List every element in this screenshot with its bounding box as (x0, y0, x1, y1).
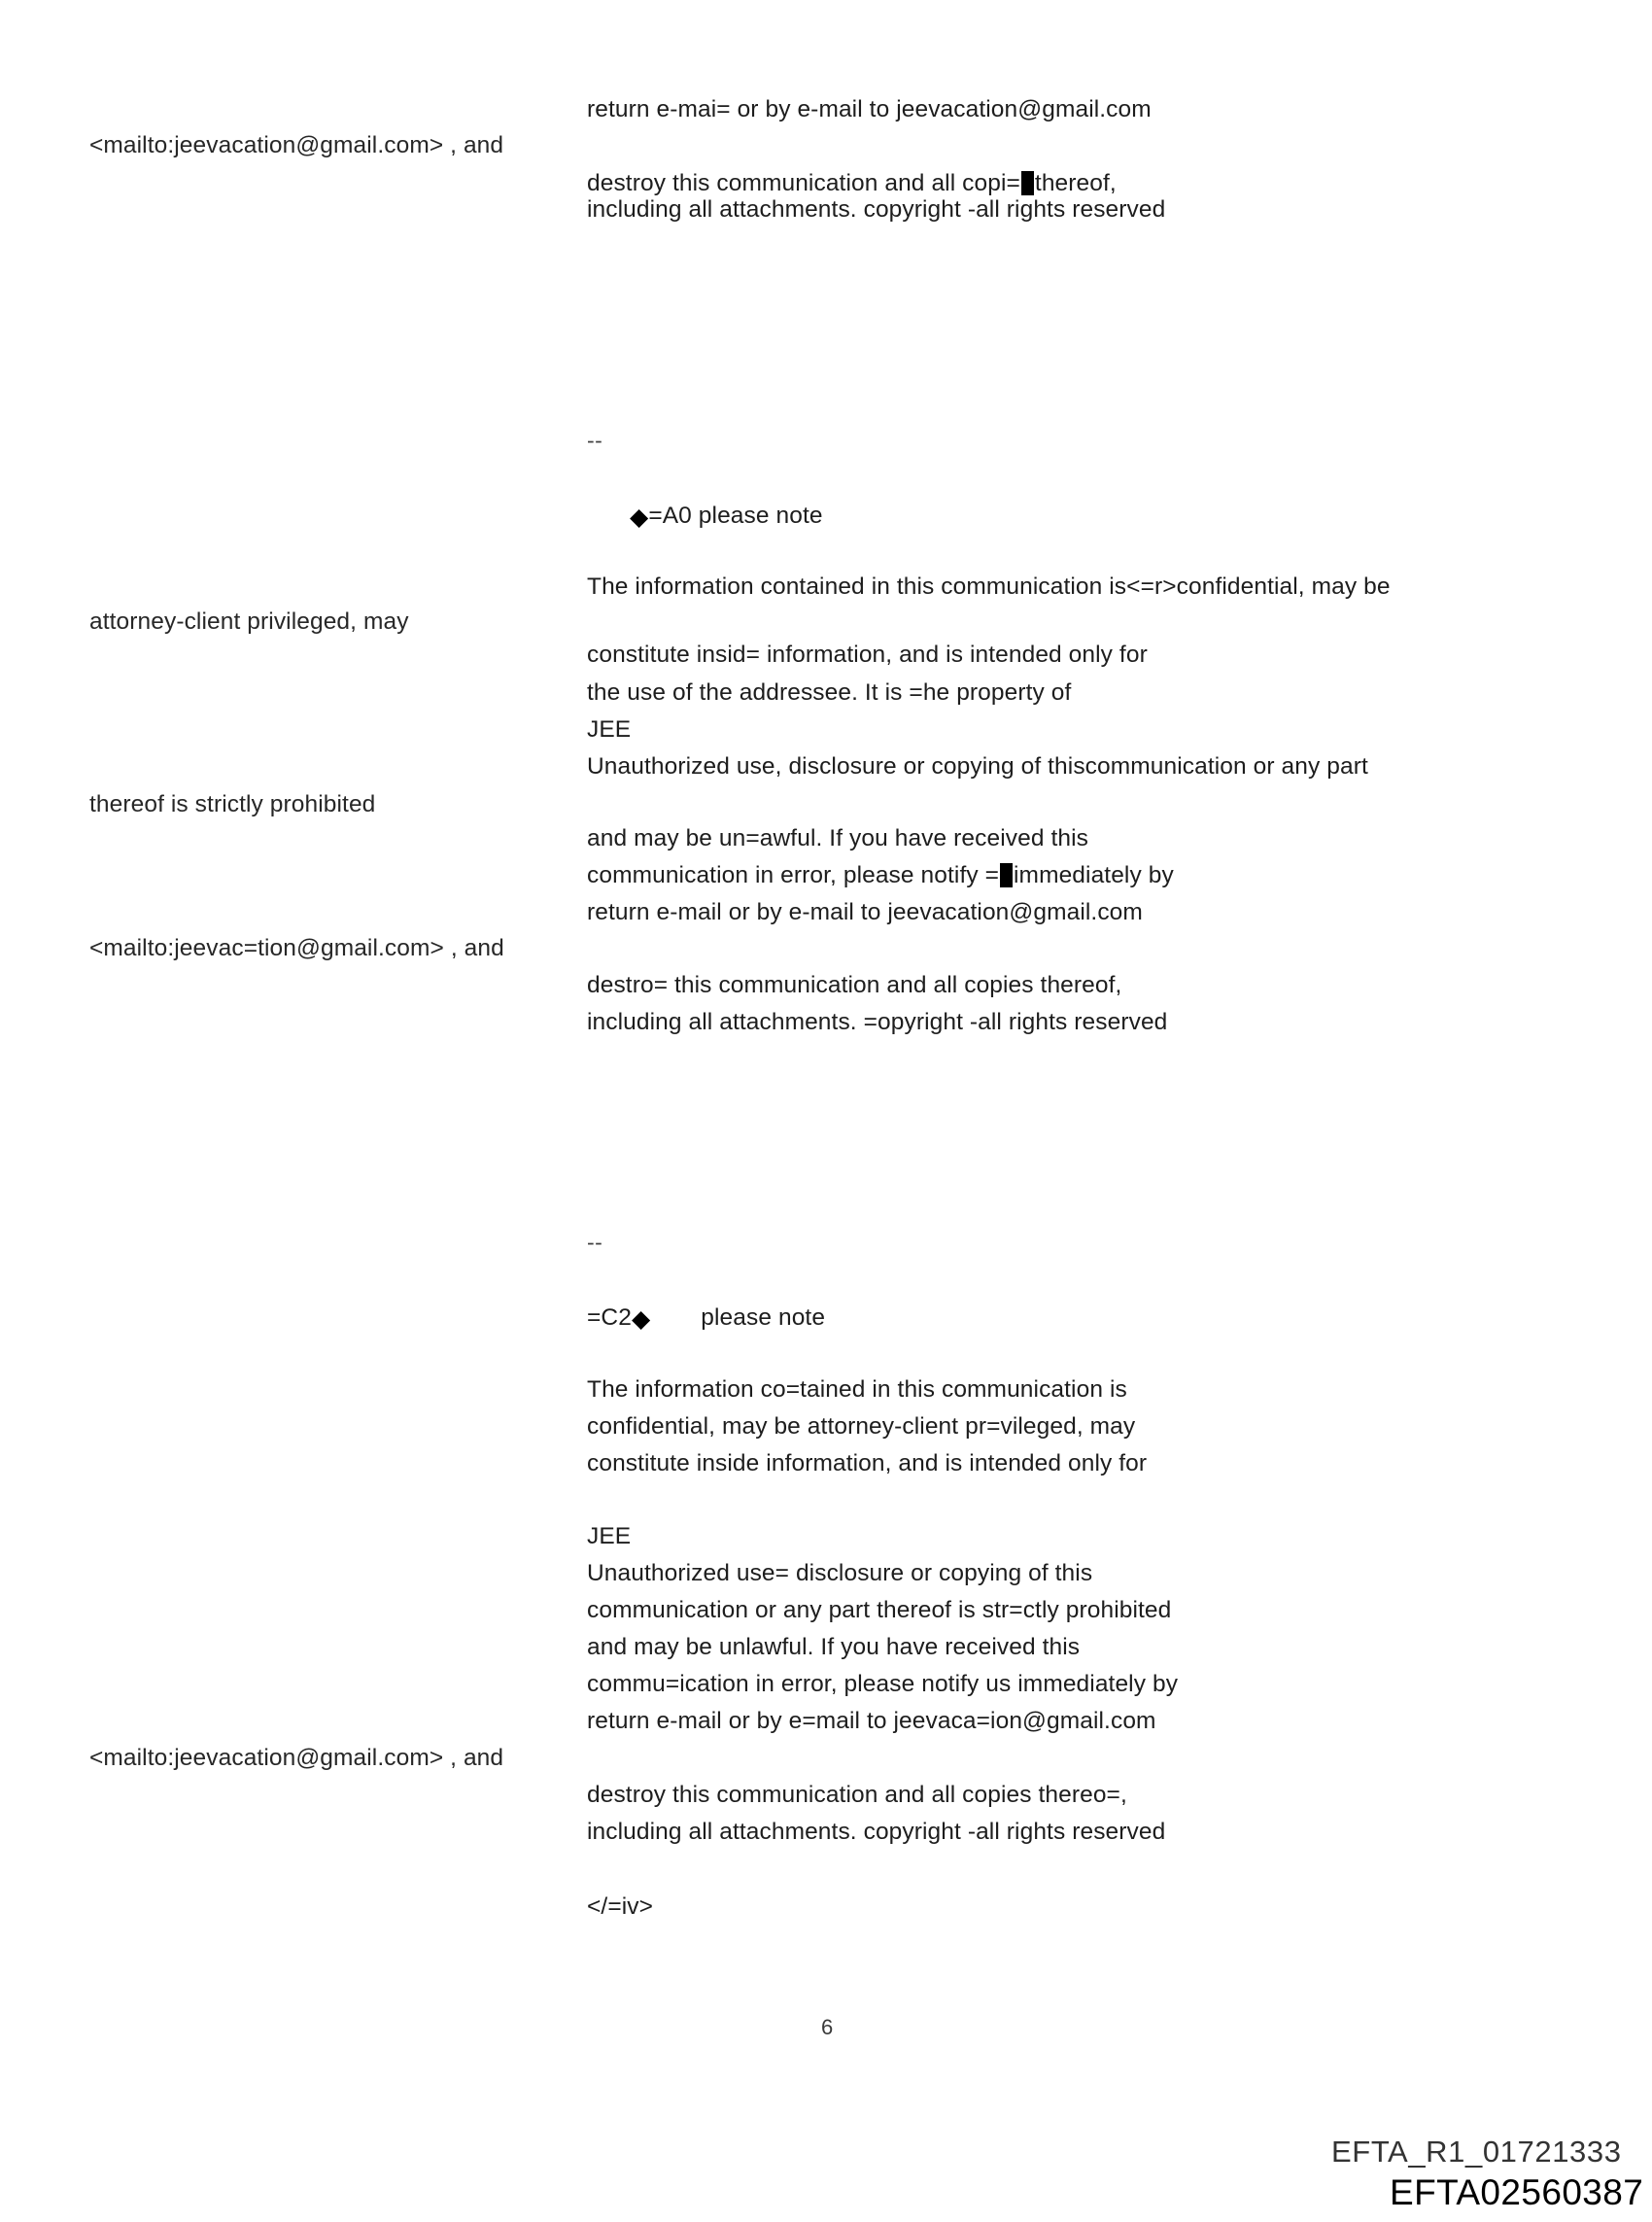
block2-return-email-line: return e-mail or by e-mail to jeevacation@gmail.com (587, 899, 1143, 925)
block1-destroy-line (587, 171, 1117, 196)
block2-including-line: including all attachments. =opyright -all rights reserved (587, 1009, 1168, 1035)
block2-jee-line: JEE (587, 716, 632, 743)
block3-please-note-code: =C2 (587, 1304, 632, 1331)
block2-use-addressee-line: the use of the addressee. It is =he property of (587, 679, 1072, 706)
block2-thereof-prohibited-line: thereof is strictly prohibited (89, 791, 376, 817)
block1-including-line: including all attachments. copyright -all rights reserved (587, 196, 1166, 223)
replacement-char-icon-2: ◆ (631, 1305, 651, 1333)
redaction-bar-2 (1000, 863, 1013, 887)
block1-destroy-text-tail: thereof, (1034, 170, 1117, 196)
block3-jee-line: JEE (587, 1523, 632, 1549)
block2-attorney-client-line: attorney-client privileged, may (89, 608, 409, 635)
bates-stamp-top: EFTA_R1_01721333 (1331, 2135, 1622, 2169)
block1-destroy-text: destroy this communication and all copi= (587, 170, 1020, 196)
block3-prohibited-line: communication or any part thereof is str=ctly prohibited (587, 1597, 1172, 1623)
page-number: 6 (821, 2015, 834, 2039)
block2-destroy-line: destro= this communication and all copies thereof, (587, 972, 1122, 998)
block2-info-contained-line: The information contained in this communication is<=r>confidential, may be (587, 573, 1391, 600)
block3-unlawful-line: and may be unlawful. If you have received this (587, 1634, 1081, 1660)
block2-mailto-line: <mailto:jeevac=tion@gmail.com> , and (89, 935, 504, 961)
block3-mailto-line: <mailto:jeevacation@gmail.com> , and (89, 1745, 504, 1771)
block2-constitute-line: constitute insid= information, and is intended only for (587, 642, 1148, 668)
block2-notify-text: communication in error, please notify = (587, 862, 1000, 888)
redaction-bar-1 (1021, 171, 1034, 195)
block3-separator: -- (587, 1230, 603, 1255)
block3-including-line: including all attachments. copyright -all rights reserved (587, 1819, 1166, 1845)
block3-constitute-line: constitute inside information, and is intended only for (587, 1450, 1148, 1476)
block3-unauthorized-line: Unauthorized use= disclosure or copying of this (587, 1560, 1093, 1586)
block3-confidential-line: confidential, may be attorney-client pr=vileged, may (587, 1413, 1136, 1440)
block2-notify-line (587, 863, 1174, 888)
replacement-char-icon-1: ◆ (630, 503, 649, 531)
bates-stamp-bottom: EFTA02560387 (1390, 2172, 1644, 2212)
block2-notify-text-tail: immediately by (1014, 862, 1174, 888)
block3-please-note-text: please note (701, 1304, 826, 1331)
block3-return-email-line: return e-mail or by e=mail to jeevaca=ion@gmail.com (587, 1708, 1156, 1734)
block2-separator: -- (587, 428, 603, 453)
block1-return-email-line: return e-mai= or by e-mail to jeevacation@gmail.com (587, 96, 1152, 122)
block3-notify-line: commu=ication in error, please notify us immediately by (587, 1671, 1179, 1697)
block1-mailto-line: <mailto:jeevacation@gmail.com> , and (89, 132, 504, 158)
block3-please-note-line (587, 1305, 825, 1332)
block3-info-contained-line: The information co=tained in this communication is (587, 1376, 1127, 1403)
block2-unlawful-line: and may be un=awful. If you have received this (587, 825, 1089, 851)
block3-closing-tag-line: </=iv> (587, 1893, 654, 1920)
block2-unauthorized-line: Unauthorized use, disclosure or copying of thiscommunication or any part (587, 753, 1368, 780)
block3-destroy-line: destroy this communication and all copies thereo=, (587, 1782, 1127, 1808)
block2-please-note-code: =A0 please note (648, 503, 823, 529)
block2-please-note-line (630, 503, 823, 530)
